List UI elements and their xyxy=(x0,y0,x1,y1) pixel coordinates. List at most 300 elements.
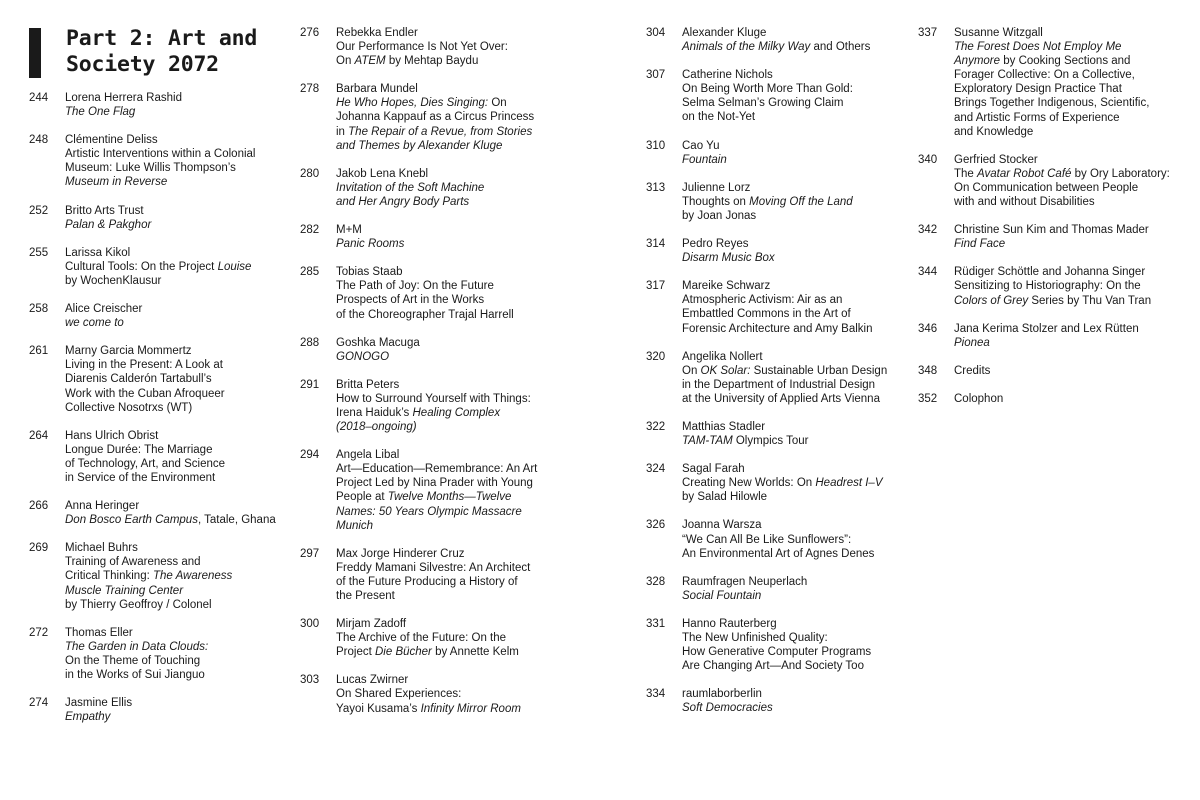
italic-text: Infinity Mirror Room xyxy=(420,702,521,715)
entry-title-line xyxy=(682,209,853,223)
toc-entry xyxy=(29,344,287,414)
entry-title-line xyxy=(336,519,537,533)
italic-text: Social Fountain xyxy=(682,589,762,602)
text-segment: Michael Buhrs xyxy=(65,542,138,555)
entry-title-line xyxy=(65,274,251,288)
page-number: 272 xyxy=(29,626,49,639)
toc-entry xyxy=(646,420,908,448)
entry-title-line xyxy=(682,82,853,96)
text-segment: Our Performance Is Not Yet Over: xyxy=(336,41,508,54)
text-segment: Gerfried Stocker xyxy=(954,153,1038,166)
entry-author xyxy=(682,617,871,631)
entry-text xyxy=(954,364,990,378)
entry-title-line xyxy=(954,294,1151,308)
text-segment: Angelika Nollert xyxy=(682,350,763,363)
entry-title-line xyxy=(336,54,508,68)
part-header xyxy=(29,26,287,78)
entry-text xyxy=(682,518,874,560)
entry-text xyxy=(336,378,531,434)
page-number: 294 xyxy=(300,449,320,462)
entry-title-line xyxy=(682,322,872,336)
text-segment: Alexander Kluge xyxy=(682,27,767,39)
text-segment: Hans Ulrich Obrist xyxy=(65,429,159,442)
entry-title-line xyxy=(336,237,404,251)
entry-text xyxy=(65,696,132,724)
entry-title-line xyxy=(336,125,534,139)
entry-author xyxy=(682,181,853,195)
page-number: 252 xyxy=(29,204,49,217)
page-number: 282 xyxy=(300,224,320,237)
page-number: 261 xyxy=(29,345,49,358)
text-segment: Marny Garcia Mommertz xyxy=(65,345,192,358)
entry-text xyxy=(682,687,773,715)
text-segment: Forensic Architecture and Amy Balkin xyxy=(682,322,873,335)
text-segment: and Knowledge xyxy=(954,125,1034,138)
entry-author xyxy=(682,26,870,40)
entry-title-line xyxy=(336,687,521,701)
entry-text xyxy=(336,617,519,659)
italic-text: (2018–ongoing) xyxy=(336,421,417,434)
entry-author xyxy=(336,223,404,237)
entry-title-line xyxy=(682,96,853,110)
toc-entry xyxy=(300,448,560,533)
entry-author xyxy=(336,336,420,350)
page-number: 326 xyxy=(646,519,666,532)
entry-title-line xyxy=(682,490,883,504)
text-segment: Cao Yu xyxy=(682,139,720,152)
page-number: 331 xyxy=(646,617,666,630)
entry-title-line xyxy=(65,161,255,175)
toc-column-1 xyxy=(29,26,287,738)
text-segment: Are Changing Art—And Society Too xyxy=(682,660,864,673)
toc-entry xyxy=(300,336,560,364)
text-segment: Mirjam Zadoff xyxy=(336,618,407,631)
page-number: 264 xyxy=(29,429,49,442)
toc-entry xyxy=(300,167,560,209)
entry-title-line xyxy=(65,401,225,415)
entry-author xyxy=(954,392,1003,406)
entry-text xyxy=(336,167,484,209)
page-number: 348 xyxy=(918,364,938,377)
entry-title-line xyxy=(682,195,853,209)
text-segment: Jana Kerima Stolzer and Lex Rütten xyxy=(954,322,1139,335)
italic-text: and Themes by Alexander Kluge xyxy=(336,139,503,152)
entry-author xyxy=(65,429,225,443)
entry-text xyxy=(954,392,1003,406)
toc-entry xyxy=(918,392,1188,406)
entry-text xyxy=(682,617,871,673)
text-segment: in Service of the Environment xyxy=(65,471,216,484)
text-segment: and Others xyxy=(810,41,871,54)
entry-text xyxy=(682,420,809,448)
entry-title-line xyxy=(65,443,225,457)
page-number: 314 xyxy=(646,238,666,251)
toc-column-2 xyxy=(300,26,560,730)
entry-title-line xyxy=(65,260,251,274)
text-segment: Jasmine Ellis xyxy=(65,697,133,710)
entry-text xyxy=(682,350,887,406)
entry-author xyxy=(336,673,521,687)
entry-title-line xyxy=(954,82,1149,96)
text-segment: The Path of Joy: On the Future xyxy=(336,280,494,293)
text-segment: M+M xyxy=(336,224,362,237)
text-segment: Prospects of Art in the Works xyxy=(336,294,485,307)
text-segment: , Tatale, Ghana xyxy=(197,514,276,527)
entry-title-line xyxy=(336,702,521,716)
text-segment: Series by Thu Van Tran xyxy=(1028,294,1152,307)
text-segment: Living in the Present: A Look at xyxy=(65,359,223,372)
toc-entry xyxy=(300,547,560,603)
text-segment: Longue Durée: The Marriage xyxy=(65,443,213,456)
entry-author xyxy=(336,547,530,561)
toc-entry xyxy=(29,499,287,527)
entry-title-line xyxy=(682,547,874,561)
text-segment: Atmospheric Activism: Air as an xyxy=(682,294,843,307)
text-segment: Alice Creischer xyxy=(65,303,143,316)
entry-text xyxy=(682,279,872,335)
text-segment: by Ory Laboratory: xyxy=(1071,167,1170,180)
entry-text xyxy=(682,26,870,54)
entry-author xyxy=(682,518,874,532)
entry-author xyxy=(682,462,883,476)
entry-title-line xyxy=(65,316,142,330)
entry-title-line xyxy=(336,561,530,575)
page-number: 317 xyxy=(646,280,666,293)
italic-text: Pionea xyxy=(954,336,990,349)
entry-title-line xyxy=(954,96,1149,110)
entry-text xyxy=(954,322,1139,350)
page-number: 322 xyxy=(646,420,666,433)
text-segment: Anna Heringer xyxy=(65,500,140,513)
italic-text: Animals of the Milky Way xyxy=(682,41,811,54)
page-number: 304 xyxy=(646,27,666,39)
entry-text xyxy=(682,237,775,265)
text-segment: Yayoi Kusama’s xyxy=(336,702,421,715)
entry-text xyxy=(682,68,853,124)
text-segment: Sustainable Urban Design xyxy=(750,364,888,377)
text-segment: Museum: Luke Willis Thompson’s xyxy=(65,162,236,175)
text-segment: Joanna Warsza xyxy=(682,519,762,532)
entry-title-line xyxy=(65,668,208,682)
text-segment: Sensitizing to Historiography: On the xyxy=(954,280,1141,293)
text-segment: in xyxy=(336,125,349,138)
entry-title-line xyxy=(336,96,534,110)
text-segment: in the Department of Industrial Design xyxy=(682,378,876,391)
entry-text xyxy=(65,541,232,611)
text-segment: by Salad Hilowle xyxy=(682,491,768,504)
page-number: 244 xyxy=(29,92,49,104)
entry-title-line xyxy=(682,701,773,715)
text-segment: Irena Haiduk’s xyxy=(336,406,413,419)
text-segment: On xyxy=(336,55,355,68)
toc-entry xyxy=(646,518,908,560)
text-segment: Thomas Eller xyxy=(65,626,133,639)
text-segment: by Annette Kelm xyxy=(431,646,519,659)
page-number: 313 xyxy=(646,181,666,194)
toc-entry xyxy=(300,617,560,659)
toc-entry xyxy=(646,350,908,406)
entry-title-line xyxy=(65,457,225,471)
entry-author xyxy=(682,575,807,589)
entry-title-line xyxy=(682,645,871,659)
toc-entry xyxy=(29,91,287,119)
entry-text xyxy=(954,153,1170,209)
page-number: 303 xyxy=(300,674,320,687)
entry-text xyxy=(65,133,255,189)
entry-author xyxy=(65,696,132,710)
entry-text xyxy=(336,547,530,603)
entry-title-line xyxy=(65,372,225,386)
italic-text: we come to xyxy=(65,317,124,330)
italic-text: Panic Rooms xyxy=(336,238,405,251)
italic-text: The Garden in Data Clouds: xyxy=(65,640,209,653)
entry-text xyxy=(336,82,534,152)
toc-entry xyxy=(300,26,560,68)
toc-entry xyxy=(29,626,287,682)
text-segment: by WochenKlausur xyxy=(65,274,162,287)
entry-title-line xyxy=(682,476,883,490)
toc-column-3 xyxy=(646,26,908,729)
entry-author xyxy=(65,246,251,260)
entry-text xyxy=(65,429,225,485)
entry-title-line xyxy=(682,110,853,124)
entry-author xyxy=(954,322,1139,336)
entry-title-line xyxy=(65,513,276,527)
entry-title-line xyxy=(682,533,874,547)
entry-title-line xyxy=(682,659,871,673)
text-segment: Lorena Herrera Rashid xyxy=(65,92,182,104)
entry-title-line xyxy=(954,237,1149,251)
toc-entry xyxy=(29,429,287,485)
entry-title-line xyxy=(336,40,508,54)
entry-author xyxy=(336,617,519,631)
text-segment: Creating New Worlds: On xyxy=(682,477,816,490)
entry-title-line xyxy=(65,569,232,583)
text-segment: of Technology, Art, and Science xyxy=(65,457,226,470)
text-segment: On xyxy=(488,97,507,110)
italic-text: Colors of Grey xyxy=(954,294,1029,307)
entry-author xyxy=(336,167,484,181)
entry-title-line xyxy=(954,68,1149,82)
text-segment: Julienne Lorz xyxy=(682,181,751,194)
text-segment: The Archive of the Future: On the xyxy=(336,632,507,645)
entry-title-line xyxy=(954,111,1149,125)
toc-entry xyxy=(918,265,1188,307)
text-segment: Embattled Commons in the Art of xyxy=(682,308,851,321)
toc-entry xyxy=(29,133,287,189)
page-number: 346 xyxy=(918,322,938,335)
entry-title-line xyxy=(65,218,151,232)
entry-title-line xyxy=(954,40,1149,54)
entry-title-line xyxy=(336,645,519,659)
text-segment: with and without Disabilities xyxy=(954,196,1095,209)
entry-title-line xyxy=(336,420,531,434)
italic-text: Die Bücher xyxy=(375,646,432,659)
page-number: 274 xyxy=(29,697,49,710)
text-segment: of the Choreographer Trajal Harrell xyxy=(336,308,514,321)
entry-title-line xyxy=(336,293,514,307)
text-segment: Exploratory Design Practice That xyxy=(954,83,1122,96)
toc-entry xyxy=(29,302,287,330)
entry-text xyxy=(954,265,1151,307)
entry-title-line xyxy=(336,279,514,293)
italic-text: Anymore xyxy=(954,55,1001,68)
entry-title-line xyxy=(65,640,208,654)
italic-text: The One Flag xyxy=(65,106,136,119)
page-number: 269 xyxy=(29,542,49,555)
entry-title-line xyxy=(336,110,534,124)
entry-text xyxy=(336,448,537,533)
toc-entry xyxy=(918,26,1188,139)
toc-entries xyxy=(300,26,560,716)
entry-title-line xyxy=(954,54,1149,68)
page-number: 340 xyxy=(918,153,938,166)
entry-text xyxy=(336,673,521,715)
entry-title-line xyxy=(954,336,1139,350)
text-segment: Training of Awareness and xyxy=(65,556,201,569)
toc-entry xyxy=(29,246,287,288)
italic-text: Empathy xyxy=(65,711,111,724)
entry-title-line xyxy=(65,710,132,724)
entry-title-line xyxy=(682,153,727,167)
text-segment: The New Unfinished Quality: xyxy=(682,632,828,644)
italic-text: The Awareness xyxy=(153,570,233,583)
entry-title-line xyxy=(65,358,225,372)
text-segment: An Environmental Art of Agnes Denes xyxy=(682,547,875,560)
page-number: 328 xyxy=(646,575,666,588)
text-segment: Sagal Farah xyxy=(682,463,745,476)
entry-text xyxy=(682,462,883,504)
italic-text: Moving Off the Land xyxy=(749,195,853,208)
entry-title-line xyxy=(682,589,807,603)
page-number: 310 xyxy=(646,139,666,152)
entry-title-line xyxy=(65,105,182,119)
text-segment: Project Led by Nina Prader with Young xyxy=(336,477,533,490)
text-segment: Collective Nosotrxs (WT) xyxy=(65,401,193,414)
toc-entries xyxy=(29,91,287,724)
part-marker-bar xyxy=(29,28,41,78)
entry-text xyxy=(682,575,807,603)
text-segment: by Cooking Sections and xyxy=(1000,55,1131,68)
entry-text xyxy=(336,265,514,321)
entry-title-line xyxy=(682,293,872,307)
entry-author xyxy=(682,139,727,153)
text-segment: Christine Sun Kim and Thomas Mader xyxy=(954,224,1149,237)
text-segment: Johanna Kappauf as a Circus Princess xyxy=(336,111,535,124)
text-segment: Selma Selman’s Growing Claim xyxy=(682,97,844,110)
text-segment: of the Future Producing a History of xyxy=(336,575,518,588)
text-segment: Project xyxy=(336,646,375,659)
entry-title-line xyxy=(336,392,531,406)
toc-column-4 xyxy=(918,26,1188,420)
text-segment: People at xyxy=(336,491,388,504)
italic-text: The Forest Does Not Employ Me xyxy=(954,41,1122,54)
entry-title-line xyxy=(65,584,232,598)
text-segment: On Being Worth More Than Gold: xyxy=(682,83,853,96)
entry-author xyxy=(954,265,1151,279)
toc-entry xyxy=(646,687,908,715)
entry-author xyxy=(65,133,255,147)
toc-entries xyxy=(646,26,908,715)
entry-title-line xyxy=(336,139,534,153)
entry-text xyxy=(65,91,182,119)
toc-entry xyxy=(300,223,560,251)
text-segment: Clémentine Deliss xyxy=(65,134,158,147)
entry-title-line xyxy=(682,392,887,406)
italic-text: ATEM xyxy=(354,55,386,68)
text-segment: Barbara Mundel xyxy=(336,83,418,96)
entry-title-line xyxy=(65,471,225,485)
entry-author xyxy=(336,82,534,96)
entry-title-line xyxy=(682,251,775,265)
text-segment: On xyxy=(682,364,701,377)
page-number: 320 xyxy=(646,350,666,363)
text-segment: Susanne Witzgall xyxy=(954,27,1043,39)
page-number: 300 xyxy=(300,618,320,631)
italic-text: GONOGO xyxy=(336,350,390,363)
italic-text: Twelve Months—Twelve xyxy=(387,491,512,504)
page-number: 278 xyxy=(300,83,320,96)
entry-title-line xyxy=(336,181,484,195)
entry-title-line xyxy=(65,654,208,668)
entry-title-line xyxy=(336,350,420,364)
italic-text: and Her Angry Body Parts xyxy=(336,195,470,208)
entry-title-line xyxy=(65,387,225,401)
text-segment: Britta Peters xyxy=(336,378,400,391)
entry-title-line xyxy=(954,167,1170,181)
entry-author xyxy=(682,237,775,251)
entry-text xyxy=(336,26,508,68)
entry-author xyxy=(65,541,232,555)
entry-author xyxy=(65,302,142,316)
entry-title-line xyxy=(65,175,255,189)
entry-title-line xyxy=(682,434,809,448)
toc-entry xyxy=(918,322,1188,350)
entry-author xyxy=(336,265,514,279)
text-segment: in the Works of Sui Jianguo xyxy=(65,669,205,681)
entry-title-line xyxy=(954,125,1149,139)
entry-title-line xyxy=(336,406,531,420)
text-segment: Cultural Tools: On the Project xyxy=(65,260,218,273)
entry-title-line xyxy=(65,598,232,612)
page-number: 334 xyxy=(646,688,666,701)
italic-text: He Who Hopes, Dies Singing: xyxy=(336,97,489,110)
text-segment: on the Not-Yet xyxy=(682,111,756,124)
text-segment: Angela Libal xyxy=(336,449,400,462)
toc-entry xyxy=(29,541,287,611)
entry-author xyxy=(336,378,531,392)
entry-author xyxy=(65,204,151,218)
entry-title-line xyxy=(682,307,872,321)
text-segment: raumlaborberlin xyxy=(682,688,762,701)
entry-title-line xyxy=(336,476,537,490)
toc-entry xyxy=(646,139,908,167)
italic-text: Avatar Robot Café xyxy=(977,167,1072,180)
text-segment: Critical Thinking: xyxy=(65,570,153,583)
toc-entries xyxy=(918,26,1188,406)
entry-author xyxy=(954,364,990,378)
toc-entry xyxy=(646,575,908,603)
italic-text: Palan & Pakghor xyxy=(65,218,152,231)
entry-author xyxy=(336,26,508,40)
italic-text: Find Face xyxy=(954,238,1006,251)
text-segment: and Artistic Forms of Experience xyxy=(954,111,1120,124)
toc-entry xyxy=(300,673,560,715)
page-number: 288 xyxy=(300,336,320,349)
entry-author xyxy=(682,68,853,82)
toc-entry xyxy=(29,696,287,724)
entry-author xyxy=(954,223,1149,237)
